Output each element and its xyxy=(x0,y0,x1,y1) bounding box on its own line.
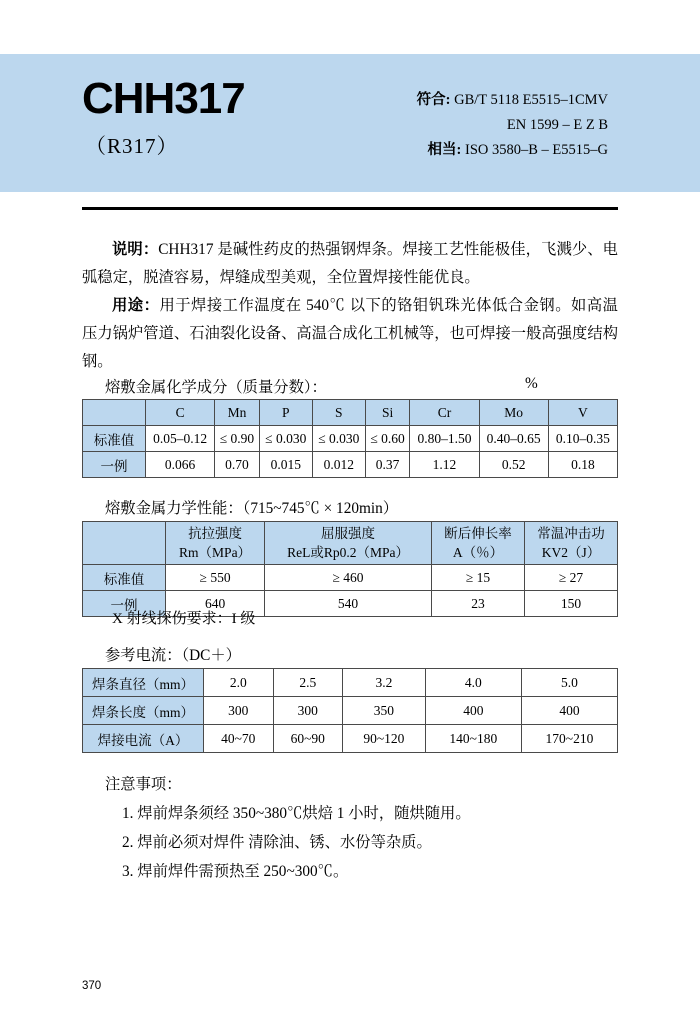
use-label: 用途： xyxy=(112,297,160,314)
mech-cell: 23 xyxy=(431,591,524,617)
current-cell: 4.0 xyxy=(425,669,521,697)
chem-cell: 0.015 xyxy=(259,452,312,478)
mech-row-label: 一例 xyxy=(83,591,166,617)
mech-row-label: 标准值 xyxy=(83,565,166,591)
mech-col-header xyxy=(431,522,524,565)
chem-cell: ≤ 0.030 xyxy=(259,426,312,452)
mech-col-header-line1: 断后伸长率 xyxy=(444,526,512,541)
mechanical-properties-table xyxy=(82,521,618,617)
note-item: 2. 焊前必须对焊件 清除油、锈、水份等杂质。 xyxy=(122,834,432,851)
standard-value: GB/T 5118 E5515–1CMV xyxy=(454,92,608,108)
mech-cell: 540 xyxy=(265,591,432,617)
current-cell: 140~180 xyxy=(425,725,521,753)
current-cell: 60~90 xyxy=(273,725,343,753)
chem-cell: 0.05–0.12 xyxy=(146,426,215,452)
description-paragraph xyxy=(82,236,618,292)
note-item: 3. 焊前焊件需预热至 250~300℃。 xyxy=(122,863,349,880)
mech-cell: ≥ 460 xyxy=(265,565,432,591)
mech-col-header xyxy=(166,522,265,565)
standard-row xyxy=(417,113,608,138)
use-paragraph xyxy=(82,292,618,376)
chem-cell: 0.18 xyxy=(548,452,617,478)
chem-section-title xyxy=(105,375,538,397)
mech-cell: 150 xyxy=(524,591,617,617)
use-text: 用于焊接工作温度在 540℃ 以下的铬钼钒珠光体低合金钢。如高温 压力锅炉管道、石油裂化设备、高温合成化工机械等，也可焊接一般高强度结构钢。 xyxy=(82,297,618,370)
table-header-row xyxy=(83,400,618,426)
current-section-title xyxy=(105,643,241,665)
mech-col-header xyxy=(265,522,432,565)
chem-title-text: 熔敷金属化学成分（质量分数）： xyxy=(105,379,327,396)
chem-row-label: 一例 xyxy=(83,452,146,478)
chem-cell: 0.012 xyxy=(312,452,365,478)
chem-cell: 0.066 xyxy=(146,452,215,478)
current-cell: 5.0 xyxy=(521,669,617,697)
notes-title: 注意事项： xyxy=(105,776,182,793)
standard-row xyxy=(417,88,608,113)
mech-section-title xyxy=(105,496,398,518)
chem-cell: ≤ 0.030 xyxy=(312,426,365,452)
page-number: 370 xyxy=(82,980,102,992)
chem-col-header xyxy=(83,400,146,426)
mech-col-header-line2: ReL或Rp0.2（MPa） xyxy=(287,545,409,560)
current-cell: 400 xyxy=(521,697,617,725)
chem-cell: 0.40–0.65 xyxy=(479,426,548,452)
mech-col-header-line2: KV2（J） xyxy=(541,545,601,560)
current-row-label: 焊接电流（A） xyxy=(83,725,204,753)
mech-col-header xyxy=(524,522,617,565)
mech-col-header-line2: A（％） xyxy=(452,545,504,560)
current-row-label: 焊条长度（mm） xyxy=(83,697,204,725)
description-text: CHH317 是碱性药皮的热强钢焊条。焊接工艺性能极佳，飞溅少、电弧稳定，脱渣容易，焊缝成型美观，全位置焊接性能优良。 xyxy=(82,241,618,286)
chem-cell: 0.10–0.35 xyxy=(548,426,617,452)
mech-cell: ≥ 550 xyxy=(166,565,265,591)
chem-col-header: Mo xyxy=(479,400,548,426)
header-divider xyxy=(82,207,618,210)
current-cell: 350 xyxy=(343,697,426,725)
chem-cell: 0.70 xyxy=(215,452,260,478)
chem-cell: 1.12 xyxy=(410,452,479,478)
mech-col-header-line1: 抗拉强度 xyxy=(188,526,243,541)
xray-requirement-note: X 射线探伤要求：I 级 xyxy=(112,611,256,627)
current-cell: 90~120 xyxy=(343,725,426,753)
current-cell: 400 xyxy=(425,697,521,725)
chem-col-header: V xyxy=(548,400,617,426)
chemical-composition-table xyxy=(82,399,618,478)
chem-cell: 0.80–1.50 xyxy=(410,426,479,452)
current-cell: 2.5 xyxy=(273,669,343,697)
standard-label: 相当: xyxy=(427,142,462,158)
mech-cell: ≥ 27 xyxy=(524,565,617,591)
table-row xyxy=(83,565,618,591)
standards-block xyxy=(417,88,608,163)
page-title: CHH317 xyxy=(82,74,245,123)
mech-col-header-line1: 屈服强度 xyxy=(321,526,376,541)
chem-cell: 0.37 xyxy=(365,452,410,478)
description-label: 说明： xyxy=(112,241,159,258)
chem-col-header: S xyxy=(312,400,365,426)
table-row xyxy=(83,452,618,478)
chem-col-header: C xyxy=(146,400,215,426)
reference-current-table xyxy=(82,668,618,753)
chem-col-header: P xyxy=(259,400,312,426)
table-row xyxy=(83,669,618,697)
chem-cell: ≤ 0.90 xyxy=(215,426,260,452)
mech-cell: ≥ 15 xyxy=(431,565,524,591)
current-cell: 3.2 xyxy=(343,669,426,697)
current-title-text: 参考电流：（DC＋） xyxy=(105,647,241,664)
mech-col-header xyxy=(83,522,166,565)
current-cell: 40~70 xyxy=(204,725,274,753)
page-header xyxy=(0,54,700,192)
mech-cell: 640 xyxy=(166,591,265,617)
chem-unit: % xyxy=(525,375,538,392)
table-row xyxy=(83,697,618,725)
standard-value: ISO 3580–B – E5515–G xyxy=(465,142,608,158)
table-header-row xyxy=(83,522,618,565)
standard-label: 符合: xyxy=(416,92,451,108)
mech-col-header-line1: 常温冲击功 xyxy=(537,526,605,541)
chem-col-header: Cr xyxy=(410,400,479,426)
note-item: 1. 焊前焊条须经 350~380℃烘焙 1 小时，随烘随用。 xyxy=(122,805,471,822)
chem-col-header: Si xyxy=(365,400,410,426)
table-row xyxy=(83,426,618,452)
current-cell: 300 xyxy=(273,697,343,725)
chem-cell: 0.52 xyxy=(479,452,548,478)
standard-row xyxy=(417,138,608,163)
current-cell: 2.0 xyxy=(204,669,274,697)
current-row-label: 焊条直径（mm） xyxy=(83,669,204,697)
current-cell: 300 xyxy=(204,697,274,725)
table-row xyxy=(83,725,618,753)
mech-col-header-line2: Rm（MPa） xyxy=(179,545,252,560)
chem-cell: ≤ 0.60 xyxy=(365,426,410,452)
mech-title-text: 熔敷金属力学性能：（715~745℃ × 120min） xyxy=(105,500,399,517)
current-cell: 170~210 xyxy=(521,725,617,753)
chem-col-header: Mn xyxy=(215,400,260,426)
standard-value: EN 1599 – E Z B xyxy=(506,117,608,133)
product-subtitle: （R317） xyxy=(85,134,179,158)
chem-row-label: 标准值 xyxy=(83,426,146,452)
